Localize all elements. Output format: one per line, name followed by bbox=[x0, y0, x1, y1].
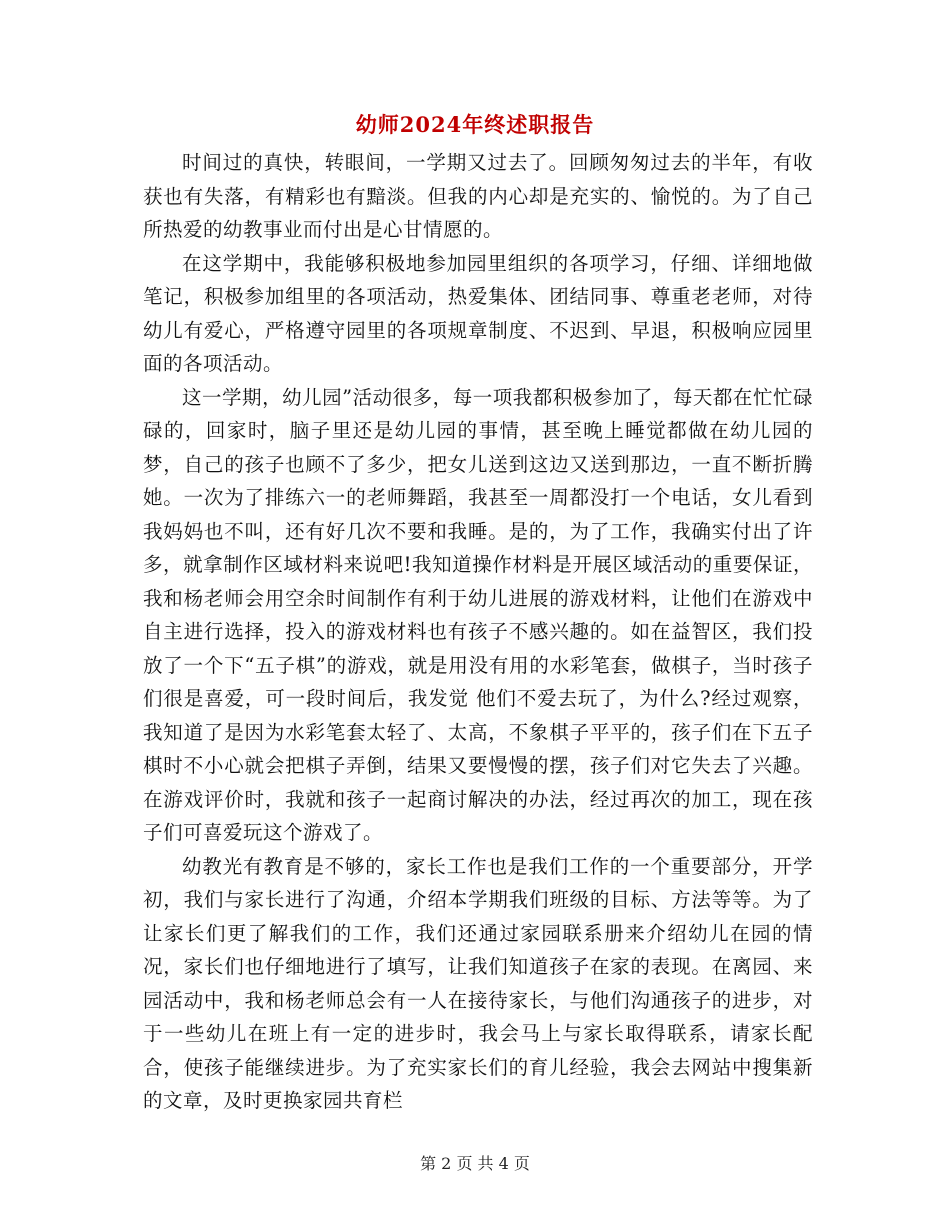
paragraph-intro: 时间过的真快，转眼间，一学期又过去了。回顾匆匆过去的半年，有收获也有失落，有精彩也有黯淡。但我的内心却是充实的、愉悦的。为了自己所热爱的幼教事业而付出是心甘情愿的。 bbox=[143, 151, 813, 241]
paragraph-activities: 这一学期，幼儿园”活动很多，每一项我都积极参加了，每天都在忙忙碌碌的，回家时，脑子里还是幼儿园的事情，甚至晚上睡觉都做在幼儿园的梦，自己的孩子也顾不了多少，把女儿送到这边又送到那边，一直不断折腾她。一次为了排练六一的老师舞蹈，我甚至一周都没打一个电话，女儿看到我妈妈也不叫，还有好几次不要和我睡。是的，为了工作，我确实付出了许多，就拿制作区域材料来说吧!我知道操作材料是开展区域活动的重要保证，我和杨老师会用空余时间制作有利于幼儿进展的游戏材料，让他们在游戏中自主进行选择，投入的游戏材料也有孩子不感兴趣的。如在益智区，我们投放了一个下“五子棋”的游戏，就是用没有用的水彩笔套，做棋子，当时孩子们很是喜爱，可一段时间后，我发觉 他们不爱去玩了，为什么?经过观察，我知道了是因为水彩笔套太轻了、太高，不象棋子平平的，孩子们在下五子棋时不小心就会把棋子弄倒，结果又要慢慢的摆，孩子们对它失去了兴趣。在游戏评价时，我就和孩子一起商讨解决的办法，经过再次的加工，现在孩子们可喜爱玩这个游戏了。 bbox=[143, 385, 813, 844]
paragraph-study: 在这学期中，我能够积极地参加园里组织的各项学习，仔细、详细地做笔记，积极参加组里的各项活动，热爱集体、团结同事、尊重老老师，对待幼儿有爱心，严格遵守园里的各项规章制度、不迟到、早退，积极响应园里面的各项活动。 bbox=[143, 251, 813, 375]
paragraph-parents: 幼教光有教育是不够的，家长工作也是我们工作的一个重要部分，开学初，我们与家长进行了沟通，介绍本学期我们班级的目标、方法等等。为了让家长们更了解我们的工作，我们还通过家园联系册来介绍幼儿在园的情况，家长们也仔细地进行了填写，让我们知道孩子在家的表现。在离园、来园活动中，我和杨老师总会有一人在接待家长，与他们沟通孩子的进步，对于一些幼儿在班上有一定的进步时，我会马上与家长取得联系，请家长配合，使孩子能继续进步。为了充实家长们的育儿经验，我会去网站中搜集新的文章，及时更换家园共育栏 bbox=[143, 854, 813, 1112]
document-body bbox=[143, 146, 813, 1118]
document-title: 幼师2024年终述职报告 bbox=[355, 112, 595, 137]
page-number-footer: 第 2 页 共 4 页 bbox=[420, 1154, 530, 1173]
